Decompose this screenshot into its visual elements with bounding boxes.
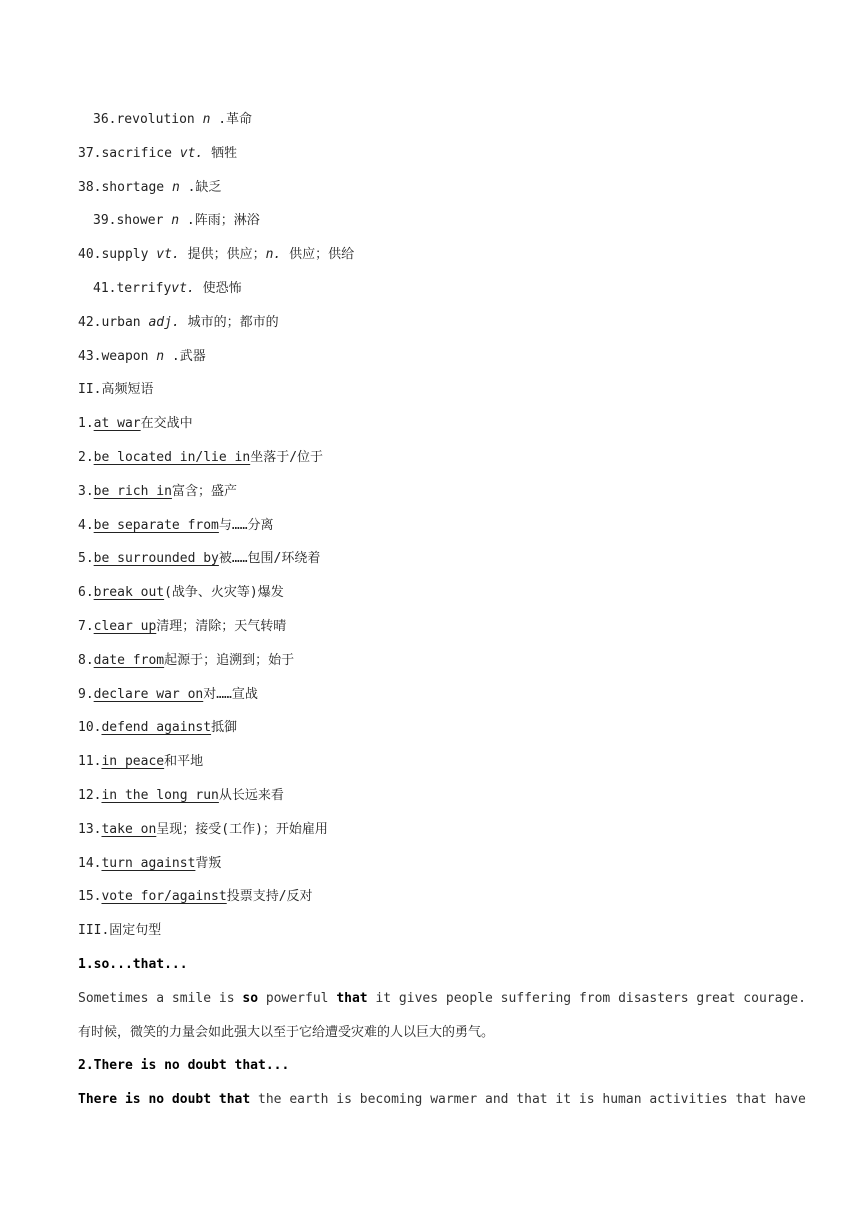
keyword: so xyxy=(242,991,259,1006)
phrase-item xyxy=(78,482,237,502)
vocab-meaning: 使恐怖 xyxy=(194,281,242,296)
vocab-number: 42. xyxy=(78,315,102,330)
phrase-text: break out xyxy=(93,585,165,600)
phrase-number: 13. xyxy=(78,822,102,837)
vocab-number: 39. xyxy=(93,213,117,228)
pattern-title: 2.There is no doubt that... xyxy=(78,1058,290,1073)
phrase-number: 8. xyxy=(78,653,94,668)
vocab-item xyxy=(93,279,242,299)
pattern-translation: 有时候，微笑的力量会如此强大以至于它给遭受灾难的人以巨大的勇气。 xyxy=(78,1025,495,1040)
vocab-pos: vt. xyxy=(156,247,180,262)
phrase-number: 1. xyxy=(78,416,94,431)
vocab-item xyxy=(78,178,221,198)
vocab-meaning: .武器 xyxy=(164,349,206,364)
phrase-item xyxy=(78,549,320,569)
vocab-word: shortage xyxy=(101,180,172,195)
vocab-meaning: 城市的；都市的 xyxy=(179,315,279,330)
phrase-item xyxy=(78,685,258,705)
phrase-item xyxy=(78,752,203,772)
phrase-meaning: 从长远来看 xyxy=(218,788,284,803)
phrase-number: 9. xyxy=(78,687,94,702)
vocab-word: supply xyxy=(101,247,157,262)
vocab-meaning: 供应；供给 xyxy=(281,247,355,262)
vocab-pos: n xyxy=(171,213,180,228)
vocab-number: 43. xyxy=(78,349,102,364)
vocab-pos: n. xyxy=(265,247,282,262)
phrase-meaning: 与……分离 xyxy=(218,518,274,533)
phrase-number: 6. xyxy=(78,585,94,600)
phrase-item xyxy=(78,617,286,637)
phrase-text: in the long run xyxy=(101,788,219,803)
vocab-number: 41. xyxy=(93,281,117,296)
pattern-example xyxy=(78,989,806,1009)
phrase-text: vote for/against xyxy=(101,889,227,904)
phrase-meaning: 背叛 xyxy=(195,856,222,871)
vocab-number: 40. xyxy=(78,247,102,262)
vocab-item xyxy=(78,245,354,265)
vocab-item xyxy=(78,144,237,164)
keyword: that xyxy=(336,991,368,1006)
phrase-item xyxy=(78,414,193,434)
vocab-pos: n xyxy=(202,112,211,127)
phrase-number: 3. xyxy=(78,484,94,499)
vocab-item xyxy=(78,347,206,367)
vocab-item xyxy=(93,211,260,231)
phrase-text: defend against xyxy=(101,720,212,735)
vocab-meaning: .革命 xyxy=(210,112,253,127)
phrase-number: 7. xyxy=(78,619,94,634)
vocab-item xyxy=(78,313,279,333)
phrase-text: declare war on xyxy=(93,687,204,702)
phrase-item xyxy=(78,516,274,536)
vocab-number: 38. xyxy=(78,180,102,195)
vocab-meaning: 提供；供应； xyxy=(179,247,266,262)
phrase-meaning: 坐落于/位于 xyxy=(250,450,324,465)
phrase-text: be rich in xyxy=(93,484,172,499)
phrase-meaning: 富含；盛产 xyxy=(171,484,237,499)
phrase-text: clear up xyxy=(93,619,157,634)
vocab-pos: n xyxy=(171,180,180,195)
phrase-text: be separate from xyxy=(93,518,219,533)
vocab-meaning: .阵雨；淋浴 xyxy=(179,213,260,228)
phrase-item xyxy=(78,583,284,603)
vocab-pos: adj. xyxy=(148,315,180,330)
vocab-word: shower xyxy=(116,213,172,228)
phrase-number: 10. xyxy=(78,720,102,735)
phrase-item xyxy=(78,820,328,840)
phrase-item xyxy=(78,854,221,874)
phrase-number: 2. xyxy=(78,450,94,465)
phrase-meaning: 投票支持/反对 xyxy=(226,889,313,904)
vocab-word: urban xyxy=(101,315,149,330)
example-text: the earth is becoming warmer and that it is human activities that have xyxy=(250,1092,806,1107)
phrase-number: 11. xyxy=(78,754,102,769)
example-text: powerful xyxy=(258,991,337,1006)
vocab-meaning: 牺牲 xyxy=(203,146,238,161)
vocab-pos: vt. xyxy=(171,281,195,296)
phrase-text: at war xyxy=(93,416,141,431)
section-heading-phrases: II.高频短语 xyxy=(78,382,154,397)
keyword: There is no doubt that xyxy=(78,1092,251,1107)
phrase-meaning: (战争、火灾等)爆发 xyxy=(164,585,284,600)
phrase-meaning: 呈现；接受(工作)；开始雇用 xyxy=(156,822,328,837)
vocab-item xyxy=(93,110,252,130)
example-text: Sometimes a smile is xyxy=(78,991,243,1006)
phrase-item xyxy=(78,786,284,806)
vocab-number: 37. xyxy=(78,146,102,161)
pattern-title: 1.so...that... xyxy=(78,957,188,972)
phrase-meaning: 和平地 xyxy=(164,754,204,769)
phrase-meaning: 被……包围/环绕着 xyxy=(218,551,321,566)
phrase-text: in peace xyxy=(101,754,165,769)
phrase-number: 5. xyxy=(78,551,94,566)
phrase-meaning: 在交战中 xyxy=(140,416,193,431)
vocab-pos: n xyxy=(156,349,165,364)
phrase-number: 4. xyxy=(78,518,94,533)
phrase-meaning: 抵御 xyxy=(211,720,238,735)
phrase-text: turn against xyxy=(101,856,196,871)
phrase-text: be surrounded by xyxy=(93,551,219,566)
phrase-item xyxy=(78,718,237,738)
vocab-word: sacrifice xyxy=(101,146,180,161)
phrase-number: 12. xyxy=(78,788,102,803)
phrase-number: 15. xyxy=(78,889,102,904)
phrase-text: date from xyxy=(93,653,165,668)
section-heading-patterns: III.固定句型 xyxy=(78,923,162,938)
phrase-item xyxy=(78,887,313,907)
phrase-item xyxy=(78,651,294,671)
pattern-example xyxy=(78,1090,806,1110)
vocab-pos: vt. xyxy=(179,146,204,161)
vocab-word: terrify xyxy=(116,281,172,296)
phrase-meaning: 对……宣战 xyxy=(203,687,258,702)
phrase-meaning: 清理；清除；天气转晴 xyxy=(156,619,287,634)
phrase-meaning: 起源于；追溯到；始于 xyxy=(164,653,295,668)
phrase-number: 14. xyxy=(78,856,102,871)
vocab-number: 36. xyxy=(93,112,117,127)
vocab-word: revolution xyxy=(116,112,203,127)
example-text: it gives people suffering from disasters great courage. xyxy=(367,991,806,1006)
phrase-text: take on xyxy=(101,822,157,837)
vocab-meaning: .缺乏 xyxy=(179,180,222,195)
phrase-item xyxy=(78,448,323,468)
vocab-word: weapon xyxy=(101,349,157,364)
phrase-text: be located in/lie in xyxy=(93,450,251,465)
